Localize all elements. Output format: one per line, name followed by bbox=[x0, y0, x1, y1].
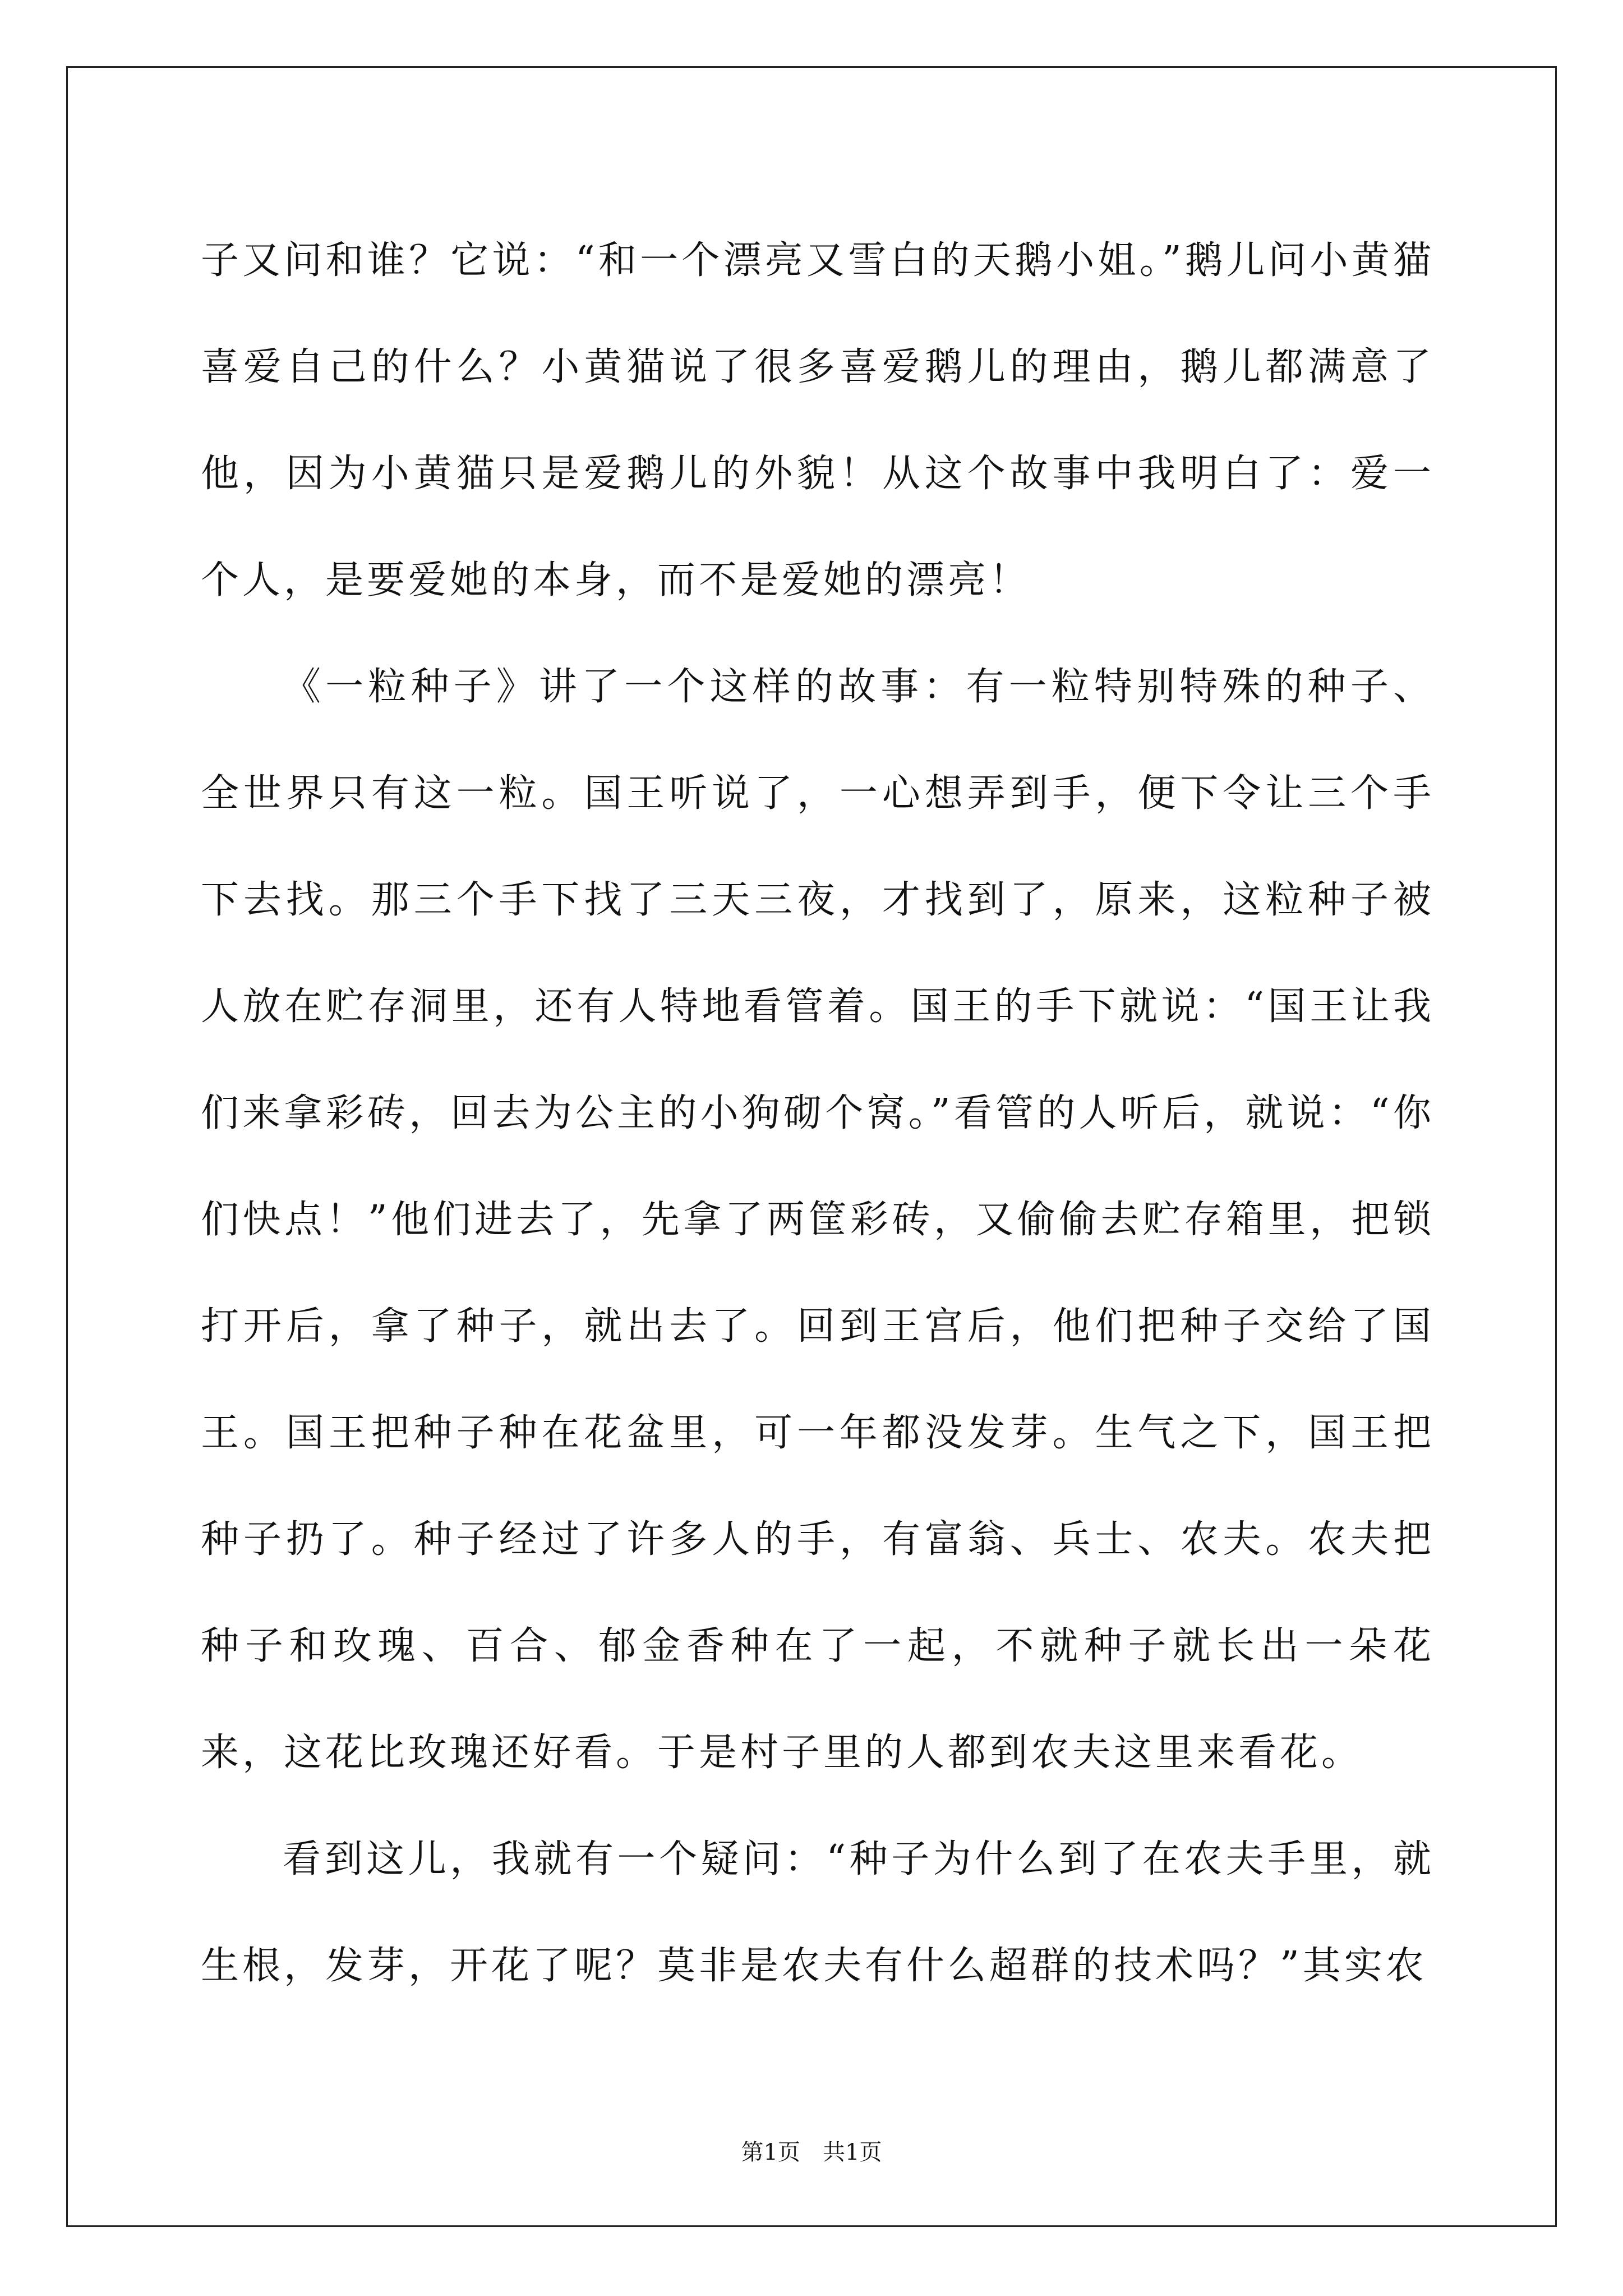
paragraph-1: 子又问和谁？它说：“和一个漂亮又雪白的天鹅小姐。”鹅儿问小黄猫喜爱自己的什么？小黄猫说了很多喜爱鹅儿的理由，鹅儿都满意了他，因为小黄猫只是爱鹅儿的外貌！从这个故事中我明白了：爱一个人，是要爱她的本身，而不是爱她的漂亮！ bbox=[201, 238, 1435, 602]
paragraph-2: 《一粒种子》讲了一个这样的故事：有一粒特别特殊的种子、全世界只有这一粒。国王听说了，一心想弄到手，便下令让三个手下去找。那三个手下找了三天三夜，才找到了，原来，这粒种子被人放在贮存洞里，还有人特地看管着。国王的手下就说：“国王让我们来拿彩砖，回去为公主的小狗砌个窝。”看管的人听后，就说：“你们快点！”他们进去了，先拿了两筐彩砖，又偷偷去贮存箱里，把锁打开后，拿了种子，就出去了。回到王宫后，他们把种子交给了国王。国王把种子种在花盆里，可一年都没发芽。生气之下，国王把种子扔了。种子经过了许多人的手，有富翁、兵士、农夫。农夫把种子和玫瑰、百合、郁金香种在了一起，不就种子就长出一朵花来，这花比玫瑰还好看。于是村子里的人都到农夫这里来看花。 bbox=[201, 665, 1435, 1775]
page-footer: 第1页 共1页 bbox=[741, 2139, 882, 2165]
paragraph-3: 看到这儿，我就有一个疑问：“种子为什么到了在农夫手里，就生根，发芽，开花了呢？莫非是农夫有什么超群的技术吗？”其实农 bbox=[201, 1837, 1435, 1988]
document-body bbox=[201, 208, 1435, 2019]
